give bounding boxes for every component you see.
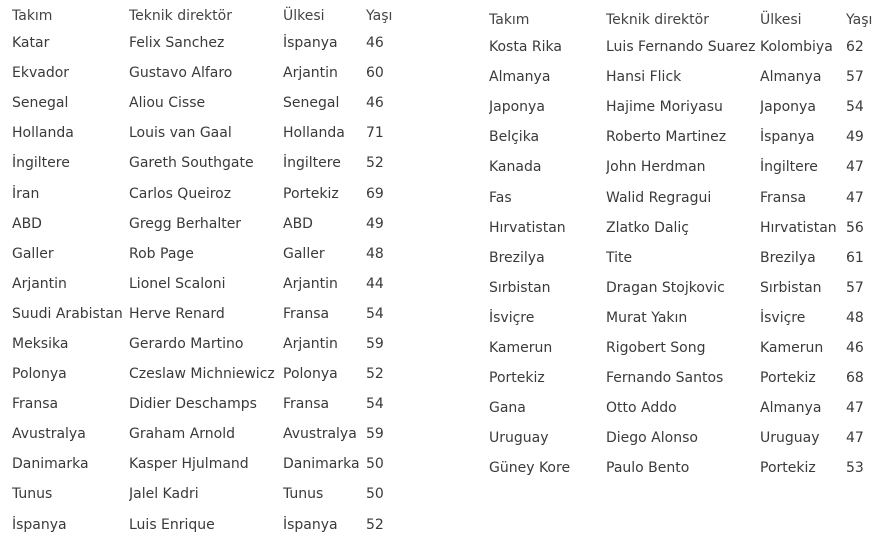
table-row <box>489 182 880 212</box>
coach-cell: Didier Deschamps <box>129 396 257 413</box>
team-cell: Polonya <box>12 366 67 383</box>
coach-cell: Gareth Southgate <box>129 155 254 172</box>
age-cell: 57 <box>846 69 864 86</box>
table-row <box>489 213 880 243</box>
country-cell: Tunus <box>283 486 324 503</box>
coach-cell: Dragan Stojkovic <box>606 279 725 296</box>
team-cell: Avustralya <box>12 426 86 443</box>
age-cell: 46 <box>846 339 864 356</box>
coach-cell: John Herdman <box>606 159 706 176</box>
team-cell: Kamerun <box>489 339 553 356</box>
team-cell: Fas <box>489 189 512 206</box>
team-cell: Danimarka <box>12 456 89 473</box>
age-cell: 54 <box>366 396 384 413</box>
coach-cell: Hajime Moriyasu <box>606 99 723 116</box>
table-row <box>12 419 404 449</box>
coach-cell: Gregg Berhalter <box>129 215 242 232</box>
age-cell: 68 <box>846 370 864 387</box>
country-cell: Hırvatistan <box>760 219 837 236</box>
country-cell: Kamerun <box>760 339 824 356</box>
country-cell: Arjantin <box>283 335 338 352</box>
coach-cell: Hansi Flick <box>606 69 682 86</box>
header-age: Yaşı <box>366 8 393 24</box>
coach-cell: Rigobert Song <box>606 339 706 356</box>
country-cell: Arjantin <box>283 65 338 82</box>
table-row <box>12 239 404 269</box>
team-cell: İngiltere <box>12 155 70 172</box>
coach-cell: Rob Page <box>129 245 194 262</box>
country-cell: Arjantin <box>283 275 338 292</box>
team-cell: Gana <box>489 400 526 417</box>
table-row <box>489 32 880 62</box>
age-cell: 61 <box>846 249 864 266</box>
team-cell: Ekvador <box>12 65 70 82</box>
coach-cell: Luis Enrique <box>129 516 215 533</box>
header-age: Yaşı <box>846 12 873 28</box>
table-row <box>489 333 880 363</box>
country-cell: Galler <box>283 245 325 262</box>
table-row <box>489 393 880 423</box>
table-row <box>489 152 880 182</box>
table-row <box>12 148 404 178</box>
table-row <box>12 479 404 509</box>
team-cell: Güney Kore <box>489 460 571 477</box>
table-row <box>12 178 404 208</box>
table-header-row <box>489 8 880 32</box>
country-cell: Brezilya <box>760 249 816 266</box>
header-country: Ülkesi <box>283 8 325 24</box>
age-cell: 71 <box>366 125 384 142</box>
team-cell: Meksika <box>12 335 69 352</box>
coaches-table-left <box>12 4 404 540</box>
coach-cell: Czeslaw Michniewicz <box>129 366 275 383</box>
table-row <box>489 62 880 92</box>
age-cell: 48 <box>846 309 864 326</box>
team-cell: Fransa <box>12 396 59 413</box>
header-team: Takım <box>489 12 530 28</box>
age-cell: 47 <box>846 430 864 447</box>
team-cell: Kosta Rika <box>489 39 562 56</box>
team-cell: Hollanda <box>12 125 74 142</box>
team-cell: Brezilya <box>489 249 545 266</box>
table-row <box>489 243 880 273</box>
coach-cell: Diego Alonso <box>606 430 698 447</box>
coach-cell: Gustavo Alfaro <box>129 65 233 82</box>
coach-cell: Gerardo Martino <box>129 335 244 352</box>
coach-cell: Walid Regragui <box>606 189 712 206</box>
age-cell: 69 <box>366 185 384 202</box>
country-cell: İsviçre <box>760 309 806 326</box>
team-cell: Kanada <box>489 159 542 176</box>
age-cell: 49 <box>366 215 384 232</box>
country-cell: Fransa <box>760 189 807 206</box>
coach-cell: Graham Arnold <box>129 426 236 443</box>
age-cell: 62 <box>846 39 864 56</box>
header-coach: Teknik direktör <box>129 8 232 24</box>
age-cell: 52 <box>366 516 384 533</box>
team-cell: İsviçre <box>489 309 535 326</box>
country-cell: Almanya <box>760 400 822 417</box>
table-row <box>489 303 880 333</box>
team-cell: Hırvatistan <box>489 219 566 236</box>
coach-cell: Herve Renard <box>129 305 225 322</box>
country-cell: Portekiz <box>760 370 816 387</box>
team-cell: Suudi Arabistan <box>12 305 123 322</box>
team-cell: Arjantin <box>12 275 67 292</box>
coach-cell: Jalel Kadri <box>129 486 199 503</box>
country-cell: Japonya <box>760 99 816 116</box>
country-cell: Polonya <box>283 366 338 383</box>
country-cell: Uruguay <box>760 430 820 447</box>
age-cell: 48 <box>366 245 384 262</box>
team-cell: Uruguay <box>489 430 549 447</box>
country-cell: Sırbistan <box>760 279 822 296</box>
table-row <box>12 28 404 58</box>
coaches-table-right <box>489 8 880 483</box>
age-cell: 46 <box>366 35 384 52</box>
table-row <box>12 58 404 88</box>
team-cell: Senegal <box>12 95 69 112</box>
team-cell: Galler <box>12 245 54 262</box>
table-row <box>489 363 880 393</box>
table-header-row <box>12 4 404 28</box>
age-cell: 46 <box>366 95 384 112</box>
country-cell: Portekiz <box>283 185 339 202</box>
table-row <box>489 273 880 303</box>
table-row <box>12 510 404 540</box>
table-body-right <box>489 32 880 483</box>
table-row <box>489 122 880 152</box>
age-cell: 50 <box>366 486 384 503</box>
country-cell: ABD <box>283 215 313 232</box>
team-cell: Almanya <box>489 69 551 86</box>
team-cell: İspanya <box>12 516 67 533</box>
team-cell: Sırbistan <box>489 279 551 296</box>
age-cell: 49 <box>846 129 864 146</box>
coach-cell: Otto Addo <box>606 400 677 417</box>
team-cell: Tunus <box>12 486 53 503</box>
country-cell: İspanya <box>283 516 338 533</box>
age-cell: 59 <box>366 426 384 443</box>
team-cell: Japonya <box>489 99 545 116</box>
coach-cell: Roberto Martinez <box>606 129 727 146</box>
age-cell: 56 <box>846 219 864 236</box>
table-row <box>12 299 404 329</box>
coach-cell: Felix Sanchez <box>129 35 225 52</box>
age-cell: 59 <box>366 335 384 352</box>
header-team: Takım <box>12 8 53 24</box>
coach-cell: Murat Yakın <box>606 309 688 326</box>
age-cell: 47 <box>846 159 864 176</box>
country-cell: İspanya <box>760 129 815 146</box>
country-cell: Avustralya <box>283 426 357 443</box>
coach-cell: Lionel Scaloni <box>129 275 226 292</box>
table-row <box>489 423 880 453</box>
age-cell: 53 <box>846 460 864 477</box>
country-cell: İspanya <box>283 35 338 52</box>
coach-cell: Louis van Gaal <box>129 125 232 142</box>
age-cell: 57 <box>846 279 864 296</box>
table-row <box>12 449 404 479</box>
country-cell: İngiltere <box>760 159 818 176</box>
coach-cell: Luis Fernando Suarez <box>606 39 756 56</box>
country-cell: Portekiz <box>760 460 816 477</box>
age-cell: 50 <box>366 456 384 473</box>
coach-cell: Tite <box>606 249 633 266</box>
coach-cell: Aliou Cisse <box>129 95 206 112</box>
table-row <box>489 92 880 122</box>
age-cell: 54 <box>846 99 864 116</box>
country-cell: Senegal <box>283 95 340 112</box>
age-cell: 52 <box>366 366 384 383</box>
header-country: Ülkesi <box>760 12 802 28</box>
country-cell: Fransa <box>283 305 330 322</box>
team-cell: Portekiz <box>489 370 545 387</box>
table-row <box>12 88 404 118</box>
age-cell: 47 <box>846 189 864 206</box>
country-cell: İngiltere <box>283 155 341 172</box>
coach-cell: Fernando Santos <box>606 370 724 387</box>
country-cell: Kolombiya <box>760 39 833 56</box>
age-cell: 47 <box>846 400 864 417</box>
age-cell: 52 <box>366 155 384 172</box>
coach-cell: Carlos Queiroz <box>129 185 232 202</box>
table-row <box>12 209 404 239</box>
table-row <box>489 453 880 483</box>
table-body-left <box>12 28 404 540</box>
table-row <box>12 269 404 299</box>
country-cell: Danimarka <box>283 456 360 473</box>
table-row <box>12 118 404 148</box>
team-cell: İran <box>12 185 40 202</box>
coach-cell: Paulo Bento <box>606 460 690 477</box>
age-cell: 60 <box>366 65 384 82</box>
table-row <box>12 329 404 359</box>
table-row <box>12 359 404 389</box>
coach-cell: Zlatko Daliç <box>606 219 690 236</box>
header-coach: Teknik direktör <box>606 12 709 28</box>
coach-cell: Kasper Hjulmand <box>129 456 249 473</box>
team-cell: Belçika <box>489 129 540 146</box>
team-cell: ABD <box>12 215 42 232</box>
country-cell: Almanya <box>760 69 822 86</box>
country-cell: Hollanda <box>283 125 345 142</box>
age-cell: 54 <box>366 305 384 322</box>
table-row <box>12 389 404 419</box>
team-cell: Katar <box>12 35 50 52</box>
age-cell: 44 <box>366 275 384 292</box>
country-cell: Fransa <box>283 396 330 413</box>
